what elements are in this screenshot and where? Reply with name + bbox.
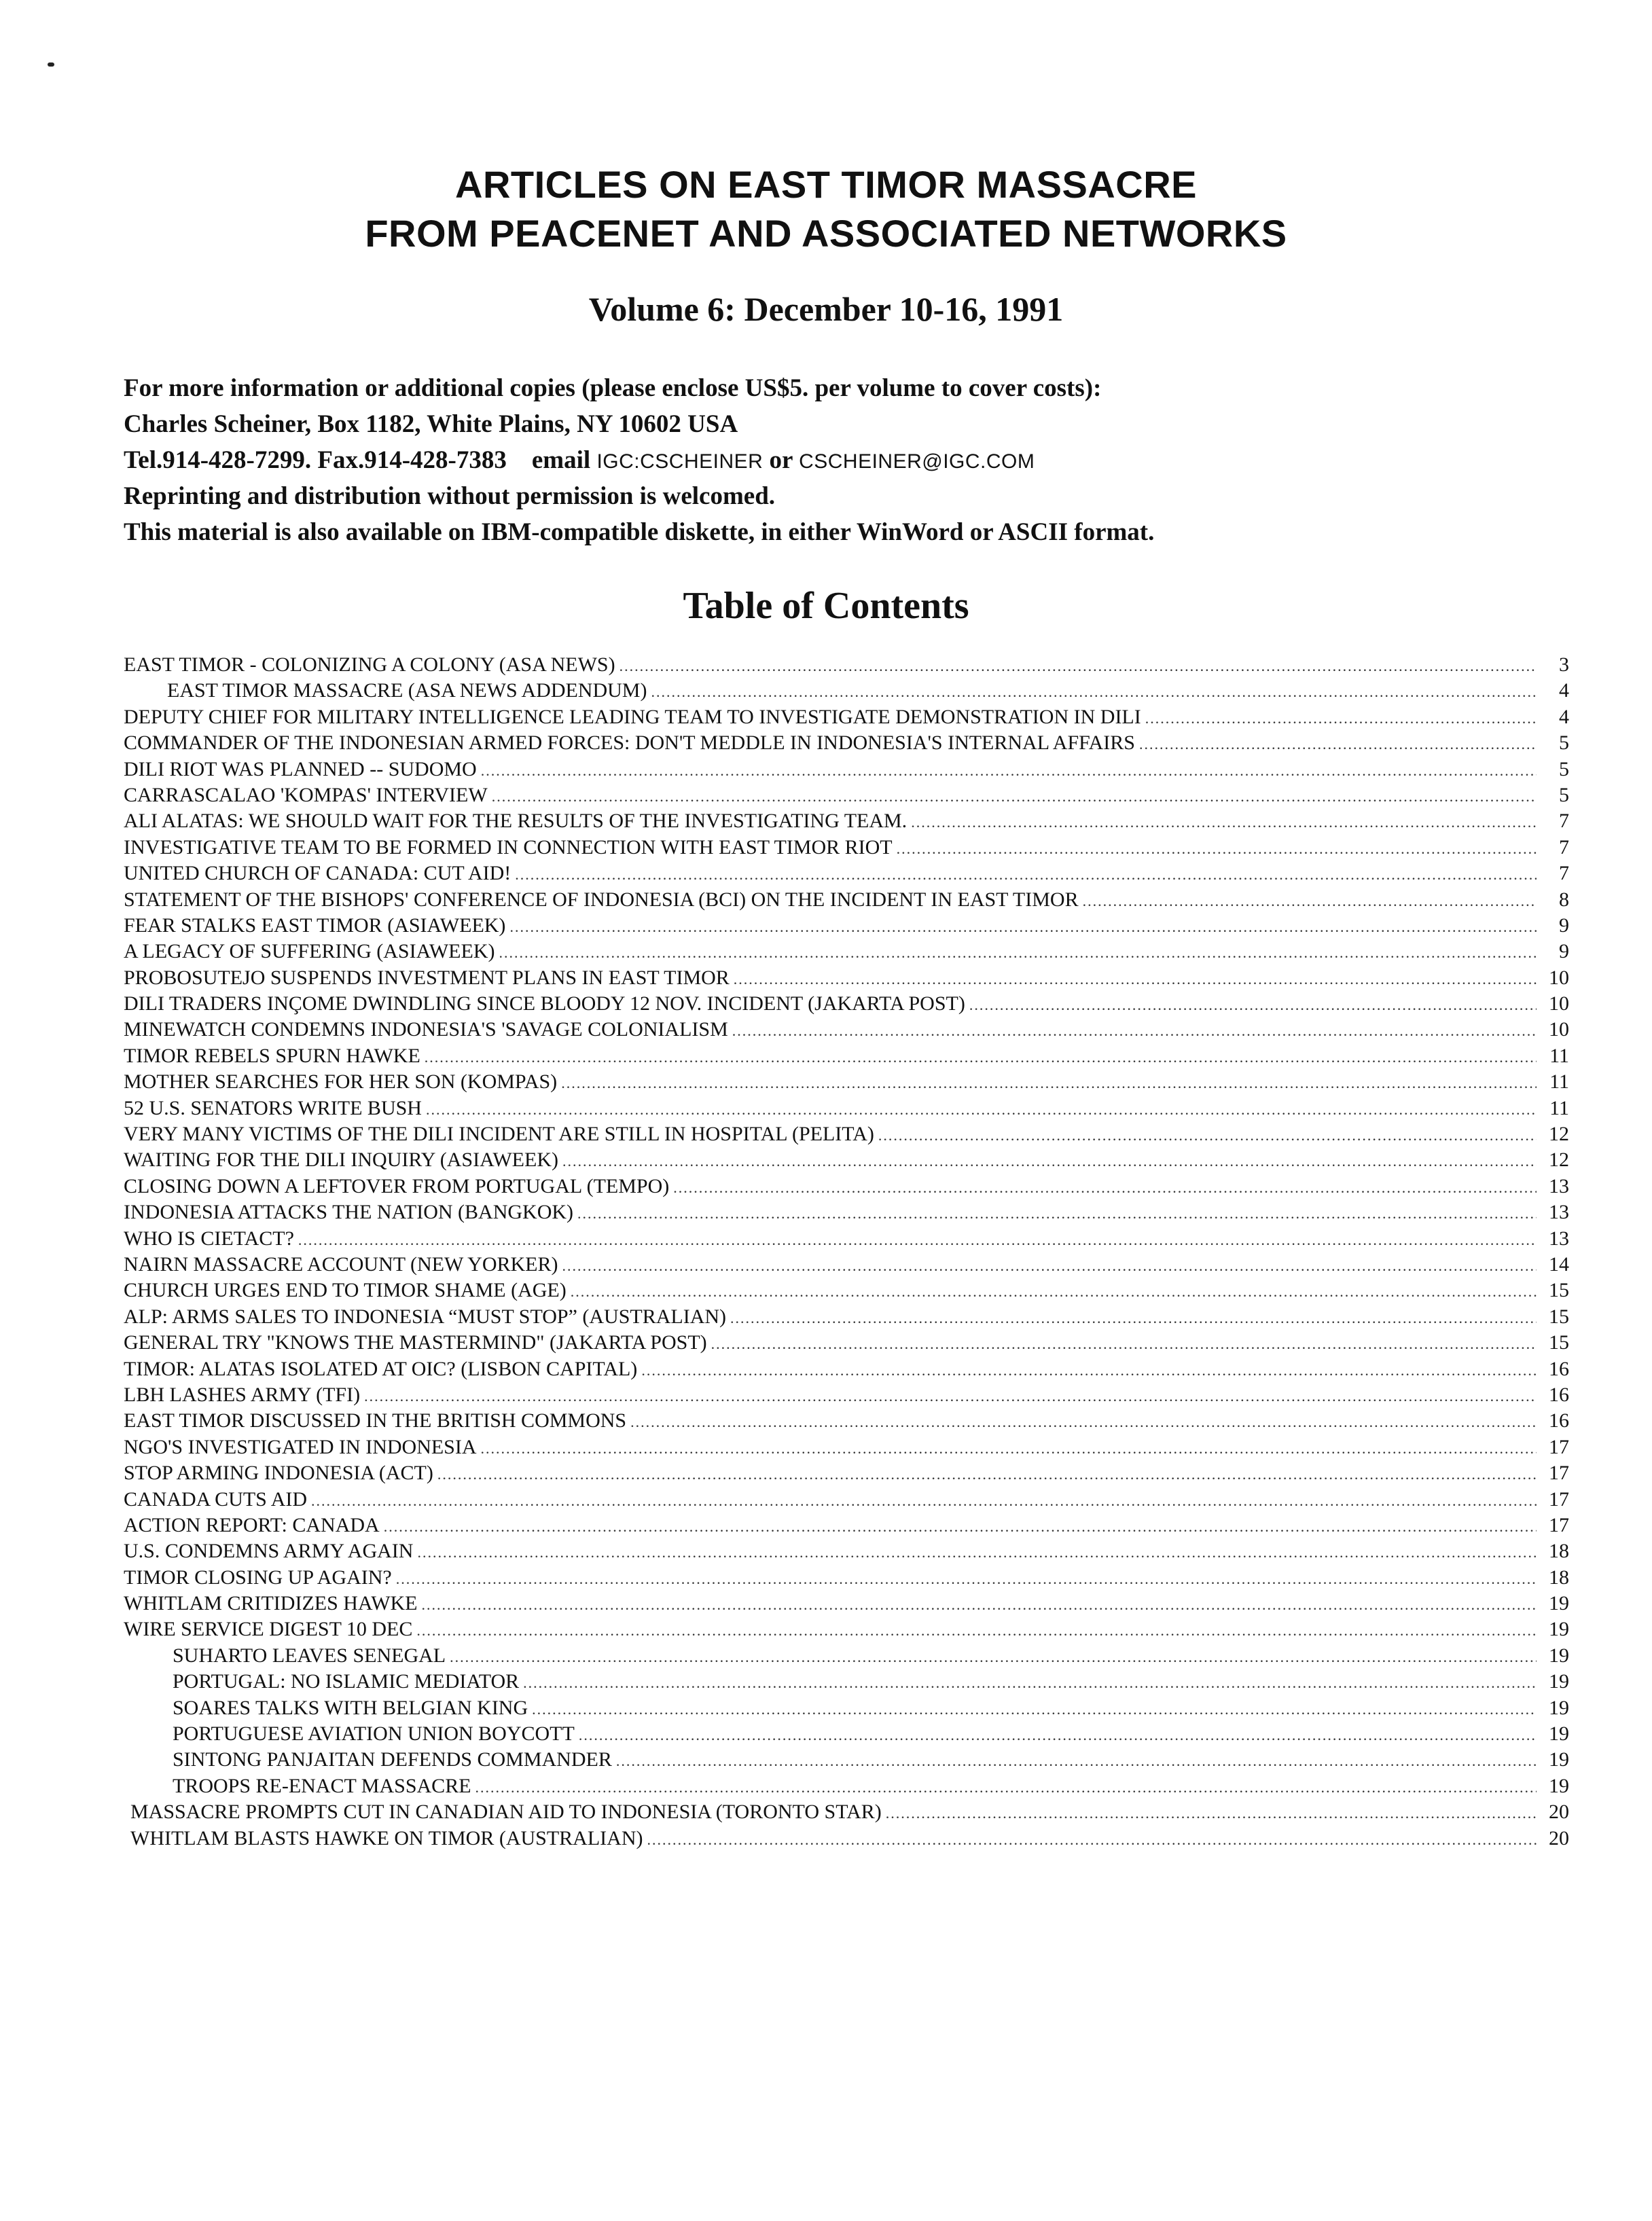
toc-entry-title: ALI ALATAS: WE SHOULD WAIT FOR THE RESULTS OF THE INVESTIGATING TEAM.	[124, 810, 908, 833]
toc-entry	[124, 1147, 1569, 1173]
email-address-internet: CSCHEINER@IGC.COM	[799, 450, 1035, 473]
toc-entry-title: EAST TIMOR DISCUSSED IN THE BRITISH COMMONS	[124, 1409, 627, 1432]
toc-dot-leader	[734, 967, 1537, 992]
scan-speck	[48, 62, 54, 67]
info-line-address: Charles Scheiner, Box 1182, White Plains, NY 10602 USA	[124, 410, 738, 438]
toc-entry-title: EAST TIMOR MASSACRE (ASA NEWS ADDENDUM)	[167, 679, 647, 702]
toc-dot-leader	[730, 1305, 1537, 1331]
toc-dot-leader	[492, 784, 1537, 810]
toc-entry-page: 20	[1549, 1801, 1569, 1824]
toc-entry	[124, 808, 1569, 834]
toc-entry-title: CANADA CUTS AID	[124, 1487, 308, 1511]
toc-entry-title: COMMANDER OF THE INDONESIAN ARMED FORCES: DON'T MEDDLE IN INDONESIA'S INTERNAL AFFAIRS	[124, 732, 1135, 755]
toc-dot-leader	[616, 1748, 1537, 1774]
toc-entry	[124, 1017, 1569, 1043]
toc-entry-page: 9	[1559, 914, 1569, 937]
toc-dot-leader	[579, 1722, 1537, 1748]
toc-entry-title: ACTION REPORT: CANADA	[124, 1513, 380, 1536]
toc-entry-page: 7	[1559, 810, 1569, 833]
toc-entry	[124, 1799, 1569, 1825]
toc-entry-title: INDONESIA ATTACKS THE NATION (BANGKOK)	[124, 1201, 574, 1224]
toc-entry-title: EAST TIMOR - COLONIZING A COLONY (ASA NEWS)	[124, 653, 615, 676]
toc-entry	[124, 861, 1569, 886]
toc-entry-page: 11	[1549, 1044, 1569, 1067]
toc-entry-title: CLOSING DOWN A LEFTOVER FROM PORTUGAL (TEMPO)	[124, 1174, 670, 1197]
toc-entry	[124, 835, 1569, 861]
toc-entry-page: 8	[1559, 888, 1569, 911]
toc-entry-title: NAIRN MASSACRE ACCOUNT (NEW YORKER)	[124, 1252, 558, 1276]
toc-entry-title: SUHARTO LEAVES SENEGAL	[173, 1644, 446, 1667]
toc-dot-leader	[532, 1697, 1537, 1722]
toc-entry	[124, 1643, 1569, 1669]
toc-dot-leader	[481, 758, 1537, 784]
toc-entry	[124, 913, 1569, 939]
toc-dot-leader	[651, 679, 1537, 705]
toc-entry-page: 19	[1549, 1670, 1569, 1693]
toc-dot-leader	[630, 1409, 1537, 1435]
toc-dot-leader	[878, 1123, 1537, 1149]
toc-entry-page: 19	[1549, 1592, 1569, 1615]
phone-fax-text: Tel.914-428-7299. Fax.914-428-7383	[124, 446, 507, 474]
toc-entry-page: 9	[1559, 940, 1569, 963]
toc-entry-title: DEPUTY CHIEF FOR MILITARY INTELLIGENCE LEADING TEAM TO INVESTIGATE DEMONSTRATION IN DILI	[124, 705, 1141, 728]
toc-dot-leader	[416, 1618, 1537, 1644]
toc-entry-title: MASSACRE PROMPTS CUT IN CANADIAN AID TO INDONESIA (TORONTO STAR)	[130, 1801, 882, 1824]
toc-dot-leader	[562, 1149, 1537, 1174]
toc-entry-title: STATEMENT OF THE BISHOPS' CONFERENCE OF INDONESIA (BCI) ON THE INCIDENT IN EAST TIMOR	[124, 888, 1079, 911]
toc-entry-title: WAITING FOR THE DILI INQUIRY (ASIAWEEK)	[124, 1149, 558, 1172]
toc-entry-page: 12	[1549, 1123, 1569, 1146]
toc-entry-page: 11	[1549, 1096, 1569, 1119]
toc-entry-title: CARRASCALAO 'KOMPAS' INTERVIEW	[124, 783, 488, 806]
toc-entry-title: TIMOR REBELS SPURN HAWKE	[124, 1044, 420, 1067]
toc-entry	[124, 1252, 1569, 1278]
toc-entry	[124, 1382, 1569, 1408]
toc-dot-leader	[620, 653, 1537, 679]
toc-entry	[124, 757, 1569, 782]
toc-dot-leader	[396, 1566, 1537, 1592]
toc-entry-title: SINTONG PANJAITAN DEFENDS COMMANDER	[173, 1748, 612, 1771]
toc-entry-title: TROOPS RE-ENACT MASSACRE	[173, 1774, 471, 1797]
toc-entry	[124, 782, 1569, 808]
toc-entry-page: 7	[1559, 862, 1569, 885]
toc-entry-title: WIRE SERVICE DIGEST 10 DEC	[124, 1618, 413, 1641]
toc-dot-leader	[384, 1514, 1537, 1540]
toc-entry	[124, 1826, 1569, 1852]
toc-entry-page: 16	[1549, 1357, 1569, 1380]
toc-entry-page: 10	[1549, 992, 1569, 1015]
toc-dot-leader	[732, 1018, 1537, 1044]
toc-entry-title: WHO IS CIETACT?	[124, 1227, 294, 1250]
table-of-contents	[124, 652, 1569, 1852]
toc-dot-leader	[641, 1358, 1537, 1384]
info-line-diskette: This material is also available on IBM-compatible diskette, in either WinWord or ASCII format.	[124, 518, 1155, 546]
info-line-reprinting: Reprinting and distribution without permission is welcomed.	[124, 482, 776, 510]
document-title-line2: FROM PEACENET AND ASSOCIATED NETWORKS	[365, 212, 1287, 255]
toc-entry-page: 17	[1549, 1435, 1569, 1458]
toc-entry-page: 19	[1549, 1618, 1569, 1641]
toc-entry	[124, 1513, 1569, 1538]
toc-dot-leader	[969, 992, 1537, 1018]
toc-heading: Table of Contents	[683, 585, 969, 627]
toc-entry-title: A LEGACY OF SUFFERING (ASIAWEEK)	[124, 940, 495, 963]
toc-entry-title: VERY MANY VICTIMS OF THE DILI INCIDENT ARE STILL IN HOSPITAL (PELITA)	[124, 1123, 874, 1146]
toc-entry-title: DILI TRADERS INÇOME DWINDLING SINCE BLOODY 12 NOV. INCIDENT (JAKARTA POST)	[124, 992, 965, 1015]
toc-entry-page: 13	[1549, 1227, 1569, 1250]
toc-dot-leader	[509, 914, 1537, 940]
toc-entry-page: 19	[1549, 1696, 1569, 1719]
toc-entry-page: 5	[1559, 783, 1569, 806]
toc-entry	[124, 678, 1569, 704]
toc-entry-page: 10	[1549, 966, 1569, 989]
toc-dot-leader	[562, 1253, 1537, 1279]
toc-entry-page: 15	[1549, 1305, 1569, 1328]
volume-subtitle: Volume 6: December 10-16, 1991	[588, 290, 1064, 328]
toc-entry	[124, 1069, 1569, 1095]
toc-dot-leader	[450, 1644, 1537, 1670]
toc-entry	[124, 1565, 1569, 1591]
email-address-igc: IGC:CSCHEINER	[596, 450, 764, 473]
toc-entry-page: 11	[1549, 1070, 1569, 1094]
document-title-line1: ARTICLES ON EAST TIMOR MASSACRE	[455, 163, 1197, 206]
toc-entry	[124, 1330, 1569, 1356]
toc-entry-title: MINEWATCH CONDEMNS INDONESIA'S 'SAVAGE COLONIALISM	[124, 1018, 728, 1041]
info-line-copies: For more information or additional copies (please enclose US$5. per volume to cover costs):	[124, 374, 1102, 402]
toc-entry	[124, 1408, 1569, 1434]
toc-entry-page: 13	[1549, 1174, 1569, 1197]
toc-dot-leader	[673, 1175, 1537, 1201]
toc-dot-leader	[422, 1592, 1537, 1618]
toc-entry-title: LBH LASHES ARMY (TFI)	[124, 1383, 361, 1406]
toc-dot-leader	[911, 810, 1537, 835]
toc-entry-title: NGO'S INVESTIGATED IN INDONESIA	[124, 1435, 477, 1458]
toc-entry-title: 52 U.S. SENATORS WRITE BUSH	[124, 1096, 422, 1119]
toc-dot-leader	[298, 1227, 1537, 1253]
toc-entry-title: TIMOR: ALATAS ISOLATED AT OIC? (LISBON CAPITAL)	[124, 1357, 638, 1380]
toc-entry	[124, 1304, 1569, 1330]
toc-entry	[124, 1747, 1569, 1773]
toc-entry	[124, 965, 1569, 991]
toc-dot-leader	[886, 1801, 1537, 1826]
toc-dot-leader	[364, 1384, 1537, 1409]
toc-entry	[124, 1487, 1569, 1513]
toc-dot-leader	[311, 1488, 1537, 1514]
toc-dot-leader	[475, 1775, 1537, 1801]
toc-entry	[124, 704, 1569, 730]
toc-entry-title: INVESTIGATIVE TEAM TO BE FORMED IN CONNECTION WITH EAST TIMOR RIOT	[124, 835, 893, 859]
toc-entry	[124, 1278, 1569, 1303]
toc-entry-page: 5	[1559, 732, 1569, 755]
toc-entry	[124, 1199, 1569, 1225]
toc-entry-title: SOARES TALKS WITH BELGIAN KING	[173, 1696, 528, 1719]
toc-dot-leader	[711, 1331, 1537, 1357]
toc-entry-title: WHITLAM BLASTS HAWKE ON TIMOR (AUSTRALIAN)	[130, 1826, 643, 1849]
toc-dot-leader	[1083, 888, 1537, 914]
toc-entry-page: 14	[1549, 1252, 1569, 1276]
toc-entry-page: 19	[1549, 1722, 1569, 1746]
toc-entry	[124, 1773, 1569, 1799]
toc-entry-title: ALP: ARMS SALES TO INDONESIA “MUST STOP” (AUSTRALIAN)	[124, 1305, 727, 1328]
toc-entry-title: MOTHER SEARCHES FOR HER SON (KOMPAS)	[124, 1070, 558, 1094]
toc-entry	[124, 887, 1569, 913]
toc-entry	[124, 1591, 1569, 1617]
toc-entry	[124, 1460, 1569, 1486]
toc-entry-page: 16	[1549, 1409, 1569, 1432]
toc-entry-title: PROBOSUTEJO SUSPENDS INVESTMENT PLANS IN EAST TIMOR	[124, 966, 730, 989]
toc-entry	[124, 1695, 1569, 1721]
toc-entry-page: 10	[1549, 1018, 1569, 1041]
toc-entry-page: 19	[1549, 1644, 1569, 1667]
toc-dot-leader	[515, 862, 1537, 888]
toc-entry-title: CHURCH URGES END TO TIMOR SHAME (AGE)	[124, 1279, 567, 1302]
toc-entry-page: 17	[1549, 1487, 1569, 1511]
toc-dot-leader	[1139, 732, 1537, 757]
toc-entry	[124, 1669, 1569, 1695]
toc-dot-leader	[481, 1436, 1537, 1462]
toc-entry	[124, 1617, 1569, 1642]
toc-entry	[124, 730, 1569, 756]
email-or: or	[769, 446, 793, 474]
toc-entry-title: PORTUGUESE AVIATION UNION BOYCOTT	[173, 1722, 575, 1746]
toc-entry-page: 16	[1549, 1383, 1569, 1406]
toc-dot-leader	[523, 1670, 1537, 1696]
toc-dot-leader	[647, 1827, 1537, 1853]
toc-entry	[124, 1096, 1569, 1121]
toc-entry	[124, 1356, 1569, 1382]
toc-entry-page: 13	[1549, 1201, 1569, 1224]
toc-dot-leader	[1145, 706, 1537, 732]
toc-entry-title: DILI RIOT WAS PLANNED -- SUDOMO	[124, 757, 477, 780]
toc-entry-page: 4	[1559, 679, 1569, 702]
toc-entry-page: 15	[1549, 1279, 1569, 1302]
toc-entry-title: FEAR STALKS EAST TIMOR (ASIAWEEK)	[124, 914, 506, 937]
toc-entry-title: STOP ARMING INDONESIA (ACT)	[124, 1462, 433, 1485]
toc-entry-page: 7	[1559, 835, 1569, 859]
toc-entry	[124, 1174, 1569, 1199]
toc-entry	[124, 1434, 1569, 1460]
toc-entry-page: 19	[1549, 1748, 1569, 1771]
toc-dot-leader	[425, 1045, 1537, 1070]
toc-entry-page: 18	[1549, 1566, 1569, 1589]
toc-entry-page: 17	[1549, 1513, 1569, 1536]
toc-dot-leader	[577, 1201, 1537, 1227]
toc-entry	[124, 652, 1569, 678]
email-label: email	[531, 446, 591, 474]
toc-entry-page: 12	[1549, 1149, 1569, 1172]
toc-entry-page: 3	[1559, 653, 1569, 676]
toc-entry	[124, 1538, 1569, 1564]
toc-entry	[124, 1121, 1569, 1147]
toc-entry-title: PORTUGAL: NO ISLAMIC MEDIATOR	[173, 1670, 520, 1693]
toc-entry-page: 15	[1549, 1331, 1569, 1354]
toc-dot-leader	[897, 836, 1537, 862]
toc-entry	[124, 1043, 1569, 1069]
toc-entry	[124, 1721, 1569, 1747]
toc-dot-leader	[417, 1540, 1537, 1566]
toc-entry-title: TIMOR CLOSING UP AGAIN?	[124, 1566, 392, 1589]
toc-dot-leader	[426, 1097, 1537, 1123]
contact-info-block	[124, 370, 1584, 550]
toc-entry	[124, 939, 1569, 964]
toc-entry-page: 20	[1549, 1826, 1569, 1849]
toc-entry-title: WHITLAM CRITIDIZES HAWKE	[124, 1592, 418, 1615]
toc-dot-leader	[571, 1279, 1537, 1305]
toc-dot-leader	[561, 1070, 1537, 1096]
toc-entry-page: 5	[1559, 757, 1569, 780]
toc-entry-page: 4	[1559, 705, 1569, 728]
toc-entry-page: 19	[1549, 1774, 1569, 1797]
toc-dot-leader	[499, 940, 1537, 966]
info-line-contact	[124, 442, 1584, 478]
toc-entry-title: UNITED CHURCH OF CANADA: CUT AID!	[124, 862, 511, 885]
toc-entry-title: U.S. CONDEMNS ARMY AGAIN	[124, 1540, 414, 1563]
toc-dot-leader	[437, 1462, 1537, 1487]
toc-entry-page: 18	[1549, 1540, 1569, 1563]
toc-entry	[124, 991, 1569, 1017]
toc-entry-page: 17	[1549, 1462, 1569, 1485]
toc-entry-title: GENERAL TRY "KNOWS THE MASTERMIND" (JAKARTA POST)	[124, 1331, 707, 1354]
toc-entry	[124, 1226, 1569, 1252]
